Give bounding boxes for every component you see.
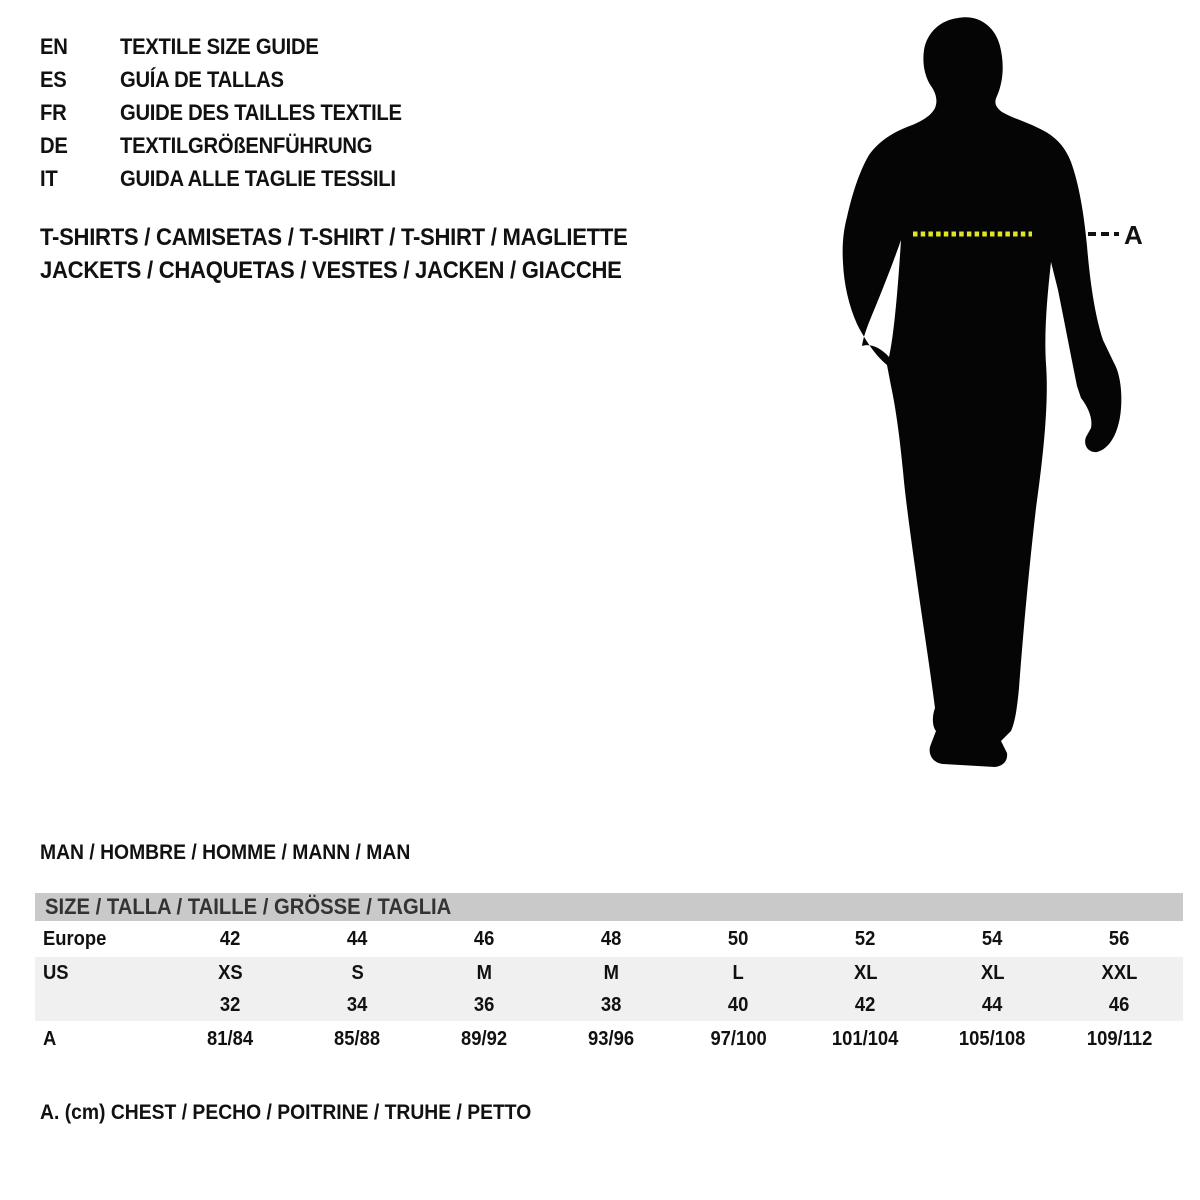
language-code: EN [40, 34, 68, 59]
size-value-cell: XL [853, 962, 878, 984]
man-figure [800, 5, 1170, 790]
size-value-cell: 89/92 [461, 1028, 508, 1050]
size-value-cell: XS [218, 962, 243, 984]
size-value-cell: 93/96 [588, 1028, 635, 1050]
size-value-cell: 40 [728, 994, 749, 1016]
row-label-cell: Europe [43, 928, 107, 950]
size-value-cell: 44 [347, 928, 368, 950]
size-value-cell: 46 [1109, 994, 1130, 1016]
size-value-cell: 42 [220, 928, 241, 950]
row-label-cell [35, 989, 167, 1021]
language-code: ES [40, 67, 67, 92]
measurement-footnote: A. (cm) CHEST / PECHO / POITRINE / TRUHE / PETTO [40, 1101, 532, 1124]
section-title-man: MAN / HOMBRE / HOMME / MANN / MAN [40, 841, 411, 864]
size-value-cell: 48 [601, 928, 622, 950]
size-value-cell: 56 [1109, 928, 1130, 950]
guide-title: TEXTILE SIZE GUIDE [120, 34, 319, 59]
guide-title: GUIDE DES TAILLES TEXTILE [120, 100, 402, 125]
guide-title: GUIDA ALLE TAGLIE TESSILI [120, 166, 396, 191]
language-code: FR [40, 100, 67, 125]
language-row [40, 162, 426, 195]
language-row [40, 129, 426, 162]
size-value-cell: 85/88 [334, 1028, 381, 1050]
size-value-cell: 105/108 [959, 1028, 1026, 1050]
size-table-header: SIZE / TALLA / TAILLE / GRÖSSE / TAGLIA [35, 893, 1183, 921]
size-value-cell: 32 [220, 994, 241, 1016]
language-list [40, 30, 426, 195]
row-label-cell: US [43, 962, 69, 984]
category-jackets: JACKETS / CHAQUETAS / VESTES / JACKEN / GIACCHE [40, 257, 622, 284]
size-value-cell: M [603, 962, 620, 984]
measure-point-label: A [1124, 220, 1143, 250]
guide-title: GUÍA DE TALLAS [120, 67, 284, 92]
size-value-cell: XXL [1101, 962, 1138, 984]
size-value-cell: S [351, 962, 364, 984]
size-table [35, 893, 1183, 1058]
size-value-cell: 81/84 [207, 1028, 254, 1050]
language-row [40, 30, 426, 63]
table-row-numeric [35, 989, 1183, 1021]
size-value-cell: XL [980, 962, 1005, 984]
row-label-cell: A [43, 1028, 57, 1050]
size-value-cell: 38 [601, 994, 622, 1016]
table-row-chest [35, 1021, 1183, 1058]
language-code: DE [40, 133, 68, 158]
size-value-cell: 97/100 [710, 1028, 767, 1050]
language-row [40, 63, 426, 96]
size-value-cell: 44 [982, 994, 1003, 1016]
size-value-cell: 52 [855, 928, 876, 950]
man-silhouette [843, 17, 1122, 767]
size-value-cell: 50 [728, 928, 749, 950]
table-row-europe [35, 921, 1183, 957]
size-value-cell: 42 [855, 994, 876, 1016]
size-value-cell: 34 [347, 994, 368, 1016]
language-code: IT [40, 166, 58, 191]
size-value-cell: 36 [474, 994, 495, 1016]
category-tshirts: T-SHIRTS / CAMISETAS / T-SHIRT / T-SHIRT / MAGLIETTE [40, 224, 628, 251]
size-value-cell: 109/112 [1086, 1028, 1153, 1050]
size-value-cell: 46 [474, 928, 495, 950]
size-value-cell: L [732, 962, 745, 984]
guide-title: TEXTILGRÖßENFÜHRUNG [120, 133, 373, 158]
size-value-cell: 54 [982, 928, 1003, 950]
size-value-cell: M [476, 962, 493, 984]
size-value-cell: 101/104 [832, 1028, 899, 1050]
language-row [40, 96, 426, 129]
table-row-us [35, 957, 1183, 989]
category-list [40, 221, 679, 287]
